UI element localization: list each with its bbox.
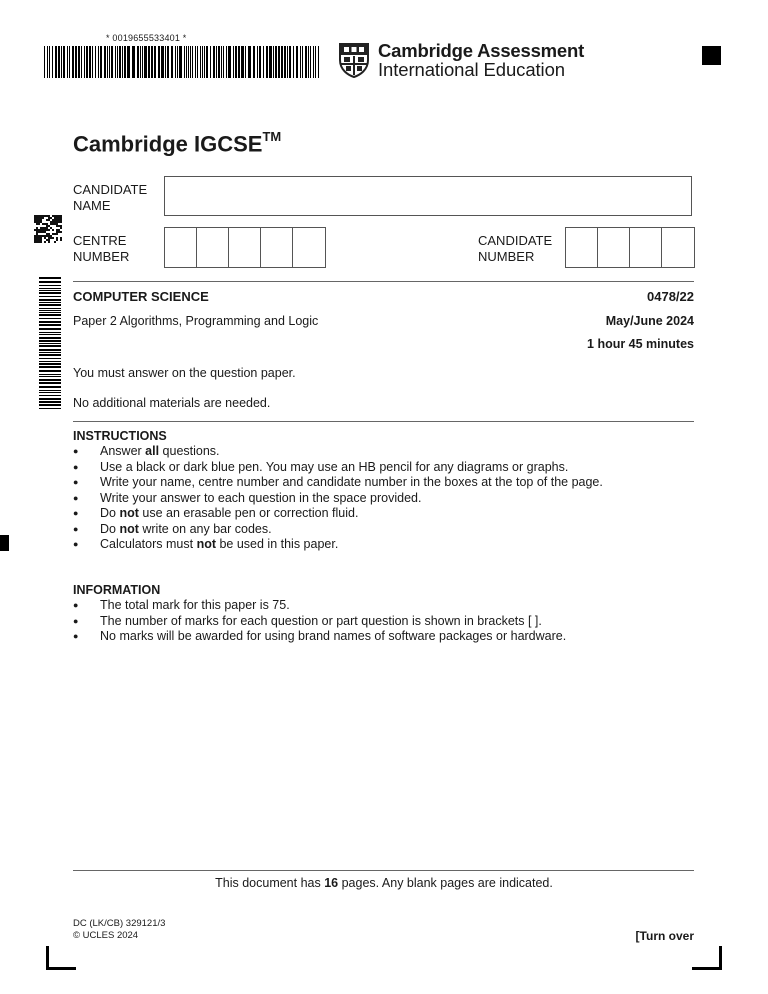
list-item: ● The number of marks for each question or part question is shown in brackets [ ]. bbox=[73, 614, 566, 630]
page-count-note: This document has 16 pages. Any blank pages are indicated. bbox=[215, 876, 553, 890]
registration-mark bbox=[702, 46, 721, 65]
candidate-number-label: CANDIDATE NUMBER bbox=[478, 233, 553, 264]
divider bbox=[73, 281, 694, 282]
instructions-heading: INSTRUCTIONS bbox=[73, 429, 167, 443]
candidate-number-boxes[interactable] bbox=[565, 227, 695, 268]
list-item: ● The total mark for this paper is 75. bbox=[73, 598, 566, 614]
cambridge-logo bbox=[338, 41, 584, 80]
list-item: ● Write your name, centre number and candidate number in the boxes at the top of the page. bbox=[73, 475, 603, 491]
barcode-number: * 0019655533401 * bbox=[106, 33, 187, 43]
paper-title: Paper 2 Algorithms, Programming and Logic bbox=[73, 314, 319, 328]
crest-icon bbox=[338, 42, 370, 78]
subject-title: COMPUTER SCIENCE bbox=[73, 289, 209, 304]
barcode bbox=[44, 46, 320, 78]
candidate-digit-box[interactable] bbox=[566, 228, 598, 267]
centre-number-label: CENTRE NUMBER bbox=[73, 233, 130, 264]
centre-digit-box[interactable] bbox=[229, 228, 261, 267]
qr-code bbox=[34, 215, 62, 243]
logo-line-1: Cambridge Assessment bbox=[378, 40, 585, 61]
crop-mark-right bbox=[692, 946, 722, 970]
candidate-digit-box[interactable] bbox=[630, 228, 662, 267]
answer-note: You must answer on the question paper. bbox=[73, 366, 296, 380]
information-list bbox=[73, 598, 566, 645]
list-item: ● Write your answer to each question in the space provided. bbox=[73, 491, 603, 507]
syllabus-code: 0478/22 bbox=[647, 289, 694, 304]
list-item: ● Do not write on any bar codes. bbox=[73, 522, 603, 538]
divider bbox=[73, 421, 694, 422]
list-item: ● Do not use an erasable pen or correction fluid. bbox=[73, 506, 603, 522]
centre-digit-box[interactable] bbox=[165, 228, 197, 267]
candidate-digit-box[interactable] bbox=[598, 228, 630, 267]
document-reference: DC (LK/CB) 329121/3 © UCLES 2024 bbox=[73, 918, 166, 941]
list-item: ● Answer all questions. bbox=[73, 444, 603, 460]
list-item: ● No marks will be awarded for using brand names of software packages or hardware. bbox=[73, 629, 566, 645]
candidate-name-box[interactable] bbox=[164, 176, 692, 216]
centre-digit-box[interactable] bbox=[261, 228, 293, 267]
materials-note: No additional materials are needed. bbox=[73, 396, 271, 410]
side-barcode bbox=[31, 277, 61, 410]
list-item: ● Calculators must not be used in this paper. bbox=[73, 537, 603, 553]
crop-mark-left bbox=[46, 946, 76, 970]
page-title: Cambridge IGCSE™ bbox=[73, 129, 282, 157]
list-item: ● Use a black or dark blue pen. You may use an HB pencil for any diagrams or graphs. bbox=[73, 460, 603, 476]
candidate-name-label: CANDIDATE NAME bbox=[73, 182, 148, 213]
instructions-list bbox=[73, 444, 603, 553]
exam-session: May/June 2024 bbox=[605, 314, 694, 328]
centre-digit-box[interactable] bbox=[293, 228, 325, 267]
information-heading: INFORMATION bbox=[73, 583, 161, 597]
turn-over: [Turn over bbox=[635, 929, 694, 943]
logo-line-2: International Education bbox=[378, 59, 565, 81]
divider bbox=[73, 870, 694, 871]
centre-number-boxes[interactable] bbox=[164, 227, 326, 268]
candidate-digit-box[interactable] bbox=[662, 228, 694, 267]
exam-duration: 1 hour 45 minutes bbox=[587, 337, 694, 351]
side-registration-mark bbox=[0, 535, 9, 551]
centre-digit-box[interactable] bbox=[197, 228, 229, 267]
